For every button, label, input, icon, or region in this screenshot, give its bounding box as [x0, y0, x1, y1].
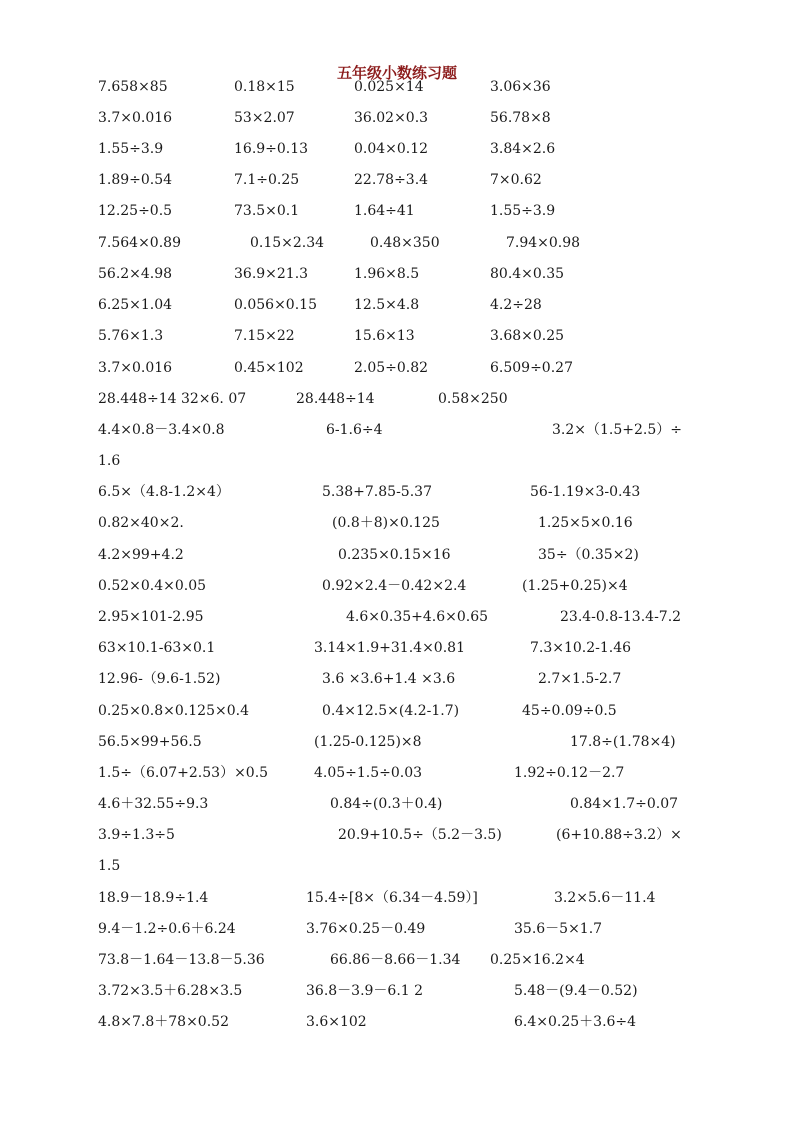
exercise-row	[0, 918, 794, 940]
exercise-item: 0.25×16.2×4	[490, 952, 585, 968]
exercise-row	[0, 980, 794, 1002]
exercise-item: 0.25×0.8×0.125×0.4	[98, 703, 249, 719]
exercise-item: 2.95×101-2.95	[98, 609, 204, 625]
exercise-item: 16.9÷0.13	[234, 141, 309, 157]
exercise-row	[0, 294, 794, 316]
exercise-item: 3.68×0.25	[490, 328, 565, 344]
exercise-row	[0, 762, 794, 784]
exercise-item: 4.6＋32.55÷9.3	[98, 796, 209, 812]
exercise-item: 5.76×1.3	[98, 328, 164, 344]
exercise-item: 56.78×8	[490, 110, 551, 126]
exercise-item: 73.8－1.64－13.8－5.36	[98, 952, 265, 968]
exercise-row	[0, 232, 794, 254]
exercise-row	[0, 263, 794, 285]
exercise-item: 9.4－1.2÷0.6＋6.24	[98, 921, 236, 937]
exercise-row	[0, 107, 794, 129]
exercise-row	[0, 700, 794, 722]
exercise-item: 1.89÷0.54	[98, 172, 173, 188]
exercise-item: 56.2×4.98	[98, 266, 173, 282]
exercise-item: 7.658×85	[98, 79, 168, 95]
exercise-item: 7.94×0.98	[506, 235, 581, 251]
exercise-row	[0, 606, 794, 628]
exercise-item: 45÷0.09÷0.5	[522, 703, 617, 719]
exercise-row	[0, 357, 794, 379]
exercise-row	[0, 76, 794, 98]
exercise-item: 0.4×12.5×(4.2-1.7)	[322, 703, 460, 719]
exercise-item: 3.9÷1.3÷5	[98, 827, 175, 843]
exercise-item: 0.82×40×2.	[98, 515, 184, 531]
exercise-item: 56.5×99+56.5	[98, 734, 202, 750]
exercise-row	[0, 887, 794, 909]
exercise-item: 0.45×102	[234, 360, 304, 376]
exercise-row	[0, 325, 794, 347]
exercise-item: 6.5×（4.8-1.2×4）	[98, 484, 230, 500]
exercise-row	[0, 637, 794, 659]
exercise-item: 12.96-（9.6-1.52)	[98, 671, 221, 687]
exercise-item: 3.6×102	[306, 1014, 367, 1030]
exercise-item: 17.8÷(1.78×4)	[570, 734, 676, 750]
exercise-item: 0.58×250	[438, 391, 508, 407]
exercise-item: 4.8×7.8＋78×0.52	[98, 1014, 229, 1030]
exercise-item: 36.9×21.3	[234, 266, 309, 282]
exercise-row	[0, 949, 794, 971]
exercise-row	[0, 419, 794, 441]
exercise-item: 1.96×8.5	[354, 266, 420, 282]
exercise-item: 4.05÷1.5÷0.03	[314, 765, 423, 781]
exercise-item: 0.84×1.7÷0.07	[570, 796, 679, 812]
exercise-item: 63×10.1-63×0.1	[98, 640, 216, 656]
exercise-item: 3.7×0.016	[98, 110, 173, 126]
exercise-item: 5.38+7.85-5.37	[322, 484, 432, 500]
exercise-item: 18.9－18.9÷1.4	[98, 890, 209, 906]
exercise-item: 0.04×0.12	[354, 141, 429, 157]
exercise-item: 3.7×0.016	[98, 360, 173, 376]
exercise-item: 3.6 ×3.6+1.4 ×3.6	[322, 671, 456, 687]
exercise-item: 0.92×2.4－0.42×2.4	[322, 578, 467, 594]
exercise-item: 0.056×0.15	[234, 297, 317, 313]
exercise-row	[0, 169, 794, 191]
exercise-item: 1.55÷3.9	[98, 141, 164, 157]
exercise-item: 0.52×0.4×0.05	[98, 578, 207, 594]
exercise-item: 3.2×（1.5+2.5）÷	[552, 422, 682, 438]
exercise-item: 3.2×5.6－11.4	[554, 890, 656, 906]
exercise-item: (1.25-0.125)×8	[314, 734, 422, 750]
exercise-item: 7×0.62	[490, 172, 542, 188]
exercise-item: 6.25×1.04	[98, 297, 173, 313]
exercise-item: 3.06×36	[490, 79, 551, 95]
exercise-item: 1.5	[98, 858, 121, 874]
exercise-item: 4.2÷28	[490, 297, 542, 313]
exercise-item: 3.84×2.6	[490, 141, 556, 157]
exercise-item: (0.8＋8)×0.125	[332, 515, 440, 531]
exercise-item: 66.86－8.66－1.34	[330, 952, 461, 968]
exercise-item: 0.18×15	[234, 79, 295, 95]
exercise-row	[0, 855, 794, 877]
exercise-row	[0, 481, 794, 503]
exercise-item: 7.1÷0.25	[234, 172, 300, 188]
exercise-item: 23.4-0.8-13.4-7.2	[560, 609, 682, 625]
exercise-row	[0, 1011, 794, 1033]
exercise-item: 1.64÷41	[354, 203, 415, 219]
exercise-item: 73.5×0.1	[234, 203, 300, 219]
exercise-item: 35.6－5×1.7	[514, 921, 603, 937]
exercise-item: 20.9+10.5÷（5.2－3.5)	[338, 827, 502, 843]
exercise-row	[0, 824, 794, 846]
exercise-row	[0, 138, 794, 160]
exercise-row	[0, 575, 794, 597]
exercise-item: 15.6×13	[354, 328, 415, 344]
exercise-row	[0, 512, 794, 534]
exercise-item: 1.92÷0.12－2.7	[514, 765, 625, 781]
exercise-row	[0, 450, 794, 472]
exercise-row	[0, 200, 794, 222]
exercise-item: 7.3×10.2-1.46	[530, 640, 632, 656]
exercise-item: (6+10.88÷3.2）×	[556, 827, 682, 843]
exercise-item: 7.15×22	[234, 328, 295, 344]
exercise-item: 1.55÷3.9	[490, 203, 556, 219]
exercise-item: 1.25×5×0.16	[538, 515, 633, 531]
page-title: 五年级小数练习题	[336, 64, 457, 82]
exercise-item: 4.4×0.8－3.4×0.8	[98, 422, 225, 438]
exercise-item: 35÷（0.35×2)	[538, 547, 639, 563]
exercise-item: 3.72×3.5＋6.28×3.5	[98, 983, 243, 999]
exercise-item: 53×2.07	[234, 110, 295, 126]
exercise-item: 1.6	[98, 453, 121, 469]
exercise-item: 0.235×0.15×16	[338, 547, 451, 563]
exercise-row	[0, 731, 794, 753]
exercise-item: 3.14×1.9+31.4×0.81	[314, 640, 465, 656]
exercise-item: 4.6×0.35+4.6×0.65	[346, 609, 489, 625]
exercise-item: 6.509÷0.27	[490, 360, 573, 376]
exercise-row	[0, 544, 794, 566]
exercise-row	[0, 793, 794, 815]
exercise-item: 12.5×4.8	[354, 297, 420, 313]
exercise-item: 2.7×1.5-2.7	[538, 671, 622, 687]
exercise-item: 0.48×350	[370, 235, 440, 251]
exercise-item: 6-1.6÷4	[326, 422, 383, 438]
exercise-item: 5.48－(9.4－0.52)	[514, 983, 638, 999]
exercise-item: 56-1.19×3-0.43	[530, 484, 641, 500]
exercise-item: 12.25÷0.5	[98, 203, 173, 219]
exercise-item: 15.4÷[8×（6.34－4.59）]	[306, 890, 478, 906]
exercise-item: 22.78÷3.4	[354, 172, 429, 188]
exercise-item: 0.025×14	[354, 79, 424, 95]
exercise-item: 0.15×2.34	[250, 235, 325, 251]
exercise-item: (1.25+0.25)×4	[522, 578, 628, 594]
exercise-item: 1.5÷（6.07+2.53）×0.5	[98, 765, 269, 781]
exercise-item: 36.02×0.3	[354, 110, 429, 126]
exercise-item: 2.05÷0.82	[354, 360, 429, 376]
exercise-item: 4.2×99+4.2	[98, 547, 184, 563]
exercise-item: 28.448÷14	[296, 391, 375, 407]
exercise-item: 0.84÷(0.3＋0.4)	[330, 796, 443, 812]
exercise-row	[0, 668, 794, 690]
exercise-item: 7.564×0.89	[98, 235, 181, 251]
exercise-item: 3.76×0.25－0.49	[306, 921, 426, 937]
exercise-item: 28.448÷14 32×6. 07	[98, 391, 247, 407]
exercise-item: 36.8－3.9－6.1 2	[306, 983, 424, 999]
exercise-row	[0, 388, 794, 410]
exercise-item: 80.4×0.35	[490, 266, 565, 282]
exercise-item: 6.4×0.25＋3.6÷4	[514, 1014, 637, 1030]
